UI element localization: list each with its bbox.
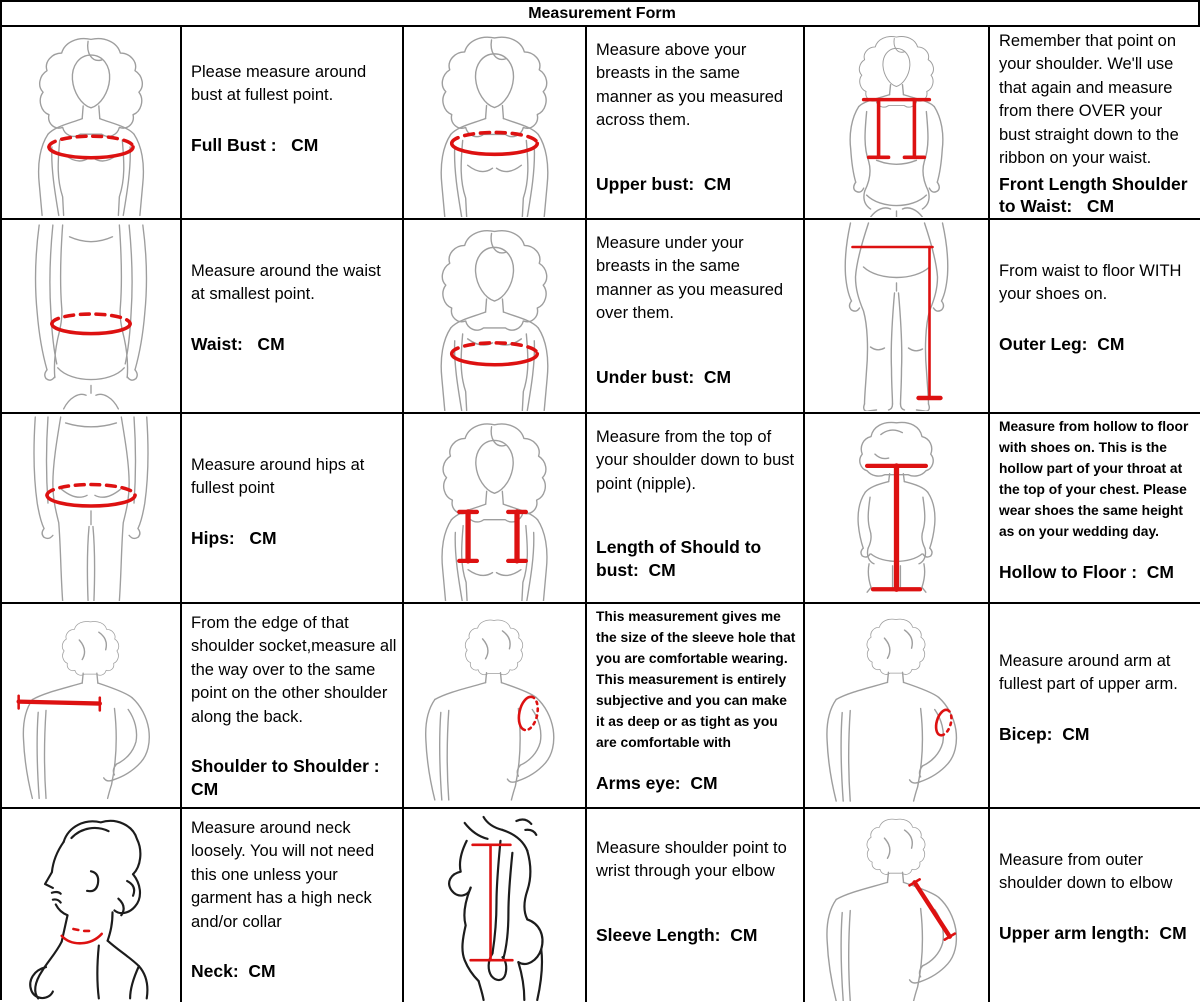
page-title: Measurement Form xyxy=(2,2,1200,27)
instruction-cell-sleeve-length xyxy=(587,809,805,1002)
measurement-label: Full Bust : CM xyxy=(191,134,319,155)
figure-cell-upper-arm xyxy=(805,809,990,1002)
torso-waist-figure xyxy=(3,221,179,411)
figure-cell-upper-bust xyxy=(404,27,587,220)
woman-front-shoulder-to-waist-figure xyxy=(806,28,987,217)
measurement-label: Upper bust: CM xyxy=(596,173,732,194)
measurement-label: Shoulder to Shoulder : CM xyxy=(191,756,385,799)
hips-figure xyxy=(3,415,179,601)
back-arms-eye-figure xyxy=(405,605,584,806)
instruction-text: Measure around neck loosely. You will not need this one unless your garment has a high neck and/or collar xyxy=(191,819,375,931)
instruction-text: Measure shoulder point to wrist through your elbow xyxy=(596,839,787,881)
figure-cell-outer-leg xyxy=(805,220,990,414)
figure-cell-waist xyxy=(2,220,182,414)
legs-outer-leg-figure xyxy=(806,221,987,411)
instruction-cell-front-length xyxy=(990,27,1200,220)
instruction-cell-upper-bust xyxy=(587,27,805,220)
measurement-label: Front Length Shoulder to Waist: CM xyxy=(999,173,1193,217)
measurement-label: Hollow to Floor : CM xyxy=(999,561,1174,582)
measurement-label: Length of Should to bust: CM xyxy=(596,537,767,581)
instruction-cell-upper-arm xyxy=(990,809,1200,1002)
instruction-cell-arms-eye xyxy=(587,604,805,809)
woman-front-full-bust-figure xyxy=(3,28,179,217)
instruction-cell-waist xyxy=(182,220,404,414)
figure-cell-arms-eye xyxy=(404,604,587,809)
measurement-label: Upper arm length: CM xyxy=(999,922,1187,943)
measurement-label: Neck: CM xyxy=(191,961,276,982)
instruction-cell-shoulder-to-bust xyxy=(587,414,805,604)
instruction-text: Measure above your breasts in the same manner as you measured across them. xyxy=(596,41,784,130)
figure-cell-neck xyxy=(2,809,182,1002)
instruction-cell-neck xyxy=(182,809,404,1002)
woman-shoulder-to-bust-figure xyxy=(405,415,584,601)
measurement-label: Arms eye: CM xyxy=(596,772,718,793)
instruction-cell-hollow-to-floor xyxy=(990,414,1200,604)
measurement-label: Waist: CM xyxy=(191,333,285,354)
instruction-cell-outer-leg xyxy=(990,220,1200,414)
instruction-text: Measure around hips at fullest point xyxy=(191,456,365,498)
instruction-cell-full-bust xyxy=(182,27,404,220)
back-upper-arm-figure xyxy=(806,810,987,1001)
instruction-cell-bicep xyxy=(990,604,1200,809)
measurement-label: Bicep: CM xyxy=(999,723,1090,744)
figure-cell-under-bust xyxy=(404,220,587,414)
instruction-text: Measure under your breasts in the same manner as you measured over them. xyxy=(596,234,784,323)
instruction-text: From waist to floor WITH your shoes on. xyxy=(999,262,1182,304)
instruction-cell-under-bust xyxy=(587,220,805,414)
figure-cell-full-bust xyxy=(2,27,182,220)
figure-cell-bicep xyxy=(805,604,990,809)
instruction-cell-hips xyxy=(182,414,404,604)
instruction-text: From the edge of that shoulder socket,measure all the way over to the same point on the other shoulder along the back. xyxy=(191,614,397,726)
figure-cell-shoulder-to-shoulder xyxy=(2,604,182,809)
side-sleeve-length-figure xyxy=(405,810,584,1001)
instruction-text: Measure from the top of your shoulder down to bust point (nipple). xyxy=(596,428,795,493)
woman-front-under-bust-figure xyxy=(405,221,584,411)
back-bicep-figure xyxy=(806,605,987,806)
profile-neck-figure xyxy=(3,810,179,1001)
measurement-label: Outer Leg: CM xyxy=(999,333,1125,354)
woman-front-upper-bust-figure xyxy=(405,28,584,217)
instruction-cell-shoulder-to-shoulder xyxy=(182,604,404,809)
figure-cell-hollow-to-floor xyxy=(805,414,990,604)
instruction-text: Remember that point on your shoulder. We'll use that again and measure from there OVER your bust straight down to the ribbon on your waist. xyxy=(999,32,1179,168)
back-hollow-to-floor-figure xyxy=(806,415,987,601)
instruction-text: Measure around arm at fullest part of upper arm. xyxy=(999,652,1178,694)
figure-cell-shoulder-to-bust xyxy=(404,414,587,604)
back-shoulder-to-shoulder-figure xyxy=(3,605,179,806)
instruction-text: Measure from hollow to floor with shoes on. This is the hollow part of your throat at the top of your chest. Please wear shoes the same height as on your wedding day. xyxy=(999,419,1189,539)
measurement-label: Hips: CM xyxy=(191,527,277,548)
figure-cell-front-length xyxy=(805,27,990,220)
figure-cell-sleeve-length xyxy=(404,809,587,1002)
instruction-text: Please measure around bust at fullest point. xyxy=(191,63,367,105)
measurement-label: Under bust: CM xyxy=(596,366,732,387)
instruction-text: Measure from outer shoulder down to elbow xyxy=(999,851,1173,893)
figure-cell-hips xyxy=(2,414,182,604)
measurement-label: Sleeve Length: CM xyxy=(596,924,758,945)
instruction-text: This measurement gives me the size of the sleeve hole that you are comfortable wearing. This measurement is entirely subjective and you can make it as deep or as tight as you are comfortable with xyxy=(596,609,796,750)
instruction-text: Measure around the waist at smallest point. xyxy=(191,262,381,304)
